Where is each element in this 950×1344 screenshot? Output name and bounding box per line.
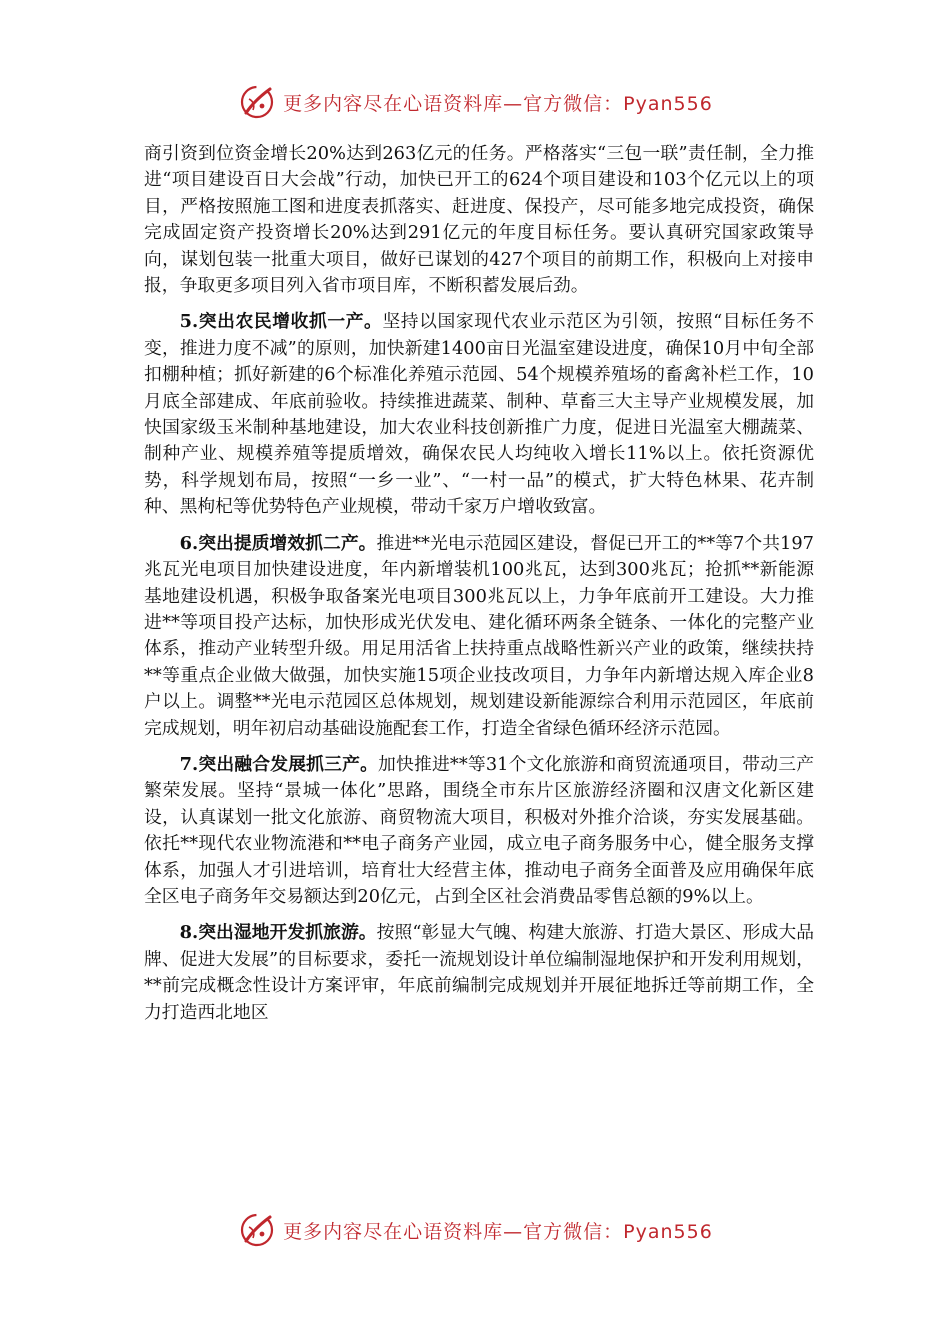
- heading-secondary-industry: 6.突出提质增效抓二产。: [179, 532, 377, 554]
- text-secondary-industry: 推进**光电示范园区建设，督促已开工的**等7个共197兆瓦光电项目加快建设进度，年内新增装机100兆瓦，达到300兆瓦；抢抓**新能源基地建设机遇，积极争取备案光电项目300兆瓦以上，力争年底前开工建设。大力推进**等项目投产达标，加快形成光伏发电、建化循环两条全链条、一体化的完整产业体系，推动产业转型升级。用足用活省上扶持重点战略性新兴产业的政策，继续扶持**等重点企业做大做强，加快实施15项企业技改项目，力争年内新增达规入库企业8户以上。调整**光电示范园区总体规划，规划建设新能源综合利用示范园区，年底前完成规划，明年初启动基础设施配套工作，打造全省绿色循环经济示范园。: [144, 532, 814, 739]
- heading-primary-industry: 5.突出农民增收抓一产。: [179, 311, 383, 333]
- header-banner: [0, 80, 950, 124]
- footer-banner-text: 更多内容尽在心语资料库—官方微信：Pyan556: [283, 1220, 713, 1243]
- paragraph-wetland-tourism: [144, 920, 814, 1026]
- footer-banner: [0, 1208, 950, 1252]
- text-tertiary-industry: 加快推进**等31个文化旅游和商贸流通项目，带动三产繁荣发展。坚持“景城一体化”思路，围绕全市东片区旅游经济圈和汉唐文化新区建设，认真谋划一批文化旅游、商贸物流大项目，积极对外推介洽谈，夯实发展基础。依托**现代农业物流港和**电子商务产业园，成立电子商务服务中心，健全服务支撑体系，加强人才引进培训，培育壮大经营主体，推动电子商务全面普及应用确保年底全区电子商务年交易额达到20亿元，占到全区社会消费品零售总额的9%以上。: [144, 753, 814, 907]
- text-wetland-tourism: 按照“彰显大气魄、构建大旅游、打造大景区、形成大品牌、促进大发展”的目标要求，委托一流规划设计单位编制湿地保护和开发利用规划，**前完成概念性设计方案评审，年底前编制完成规划并开展征地拆迁等前期工作，全力打造西北地区: [144, 922, 814, 1023]
- ink-brush-logo-icon: [237, 1210, 277, 1250]
- paragraph-primary-industry: [144, 309, 814, 520]
- text-primary-industry: 坚持以国家现代农业示范区为引领，按照“目标任务不变，推进力度不减”的原则，加快新建1400亩日光温室建设进度，确保10月中旬全部扣棚种植；抓好新建的6个标准化养殖示范园、54个规模养殖场的畜禽补栏工作，10月底全部建成、年底前验收。持续推进蔬菜、制种、草畜三大主导产业规模发展，加快国家级玉米制种基地建设，加大农业科技创新推广力度，促进日光温室大棚蔬菜、制种产业、规模养殖等提质增效，确保农民人均纯收入增长11%以上。依托资源优势，科学规划布局，按照“一乡一业”、“一村一品”的模式，扩大特色林果、花卉制种、黑枸杞等优势特色产业规模，带动千家万户增收致富。: [144, 311, 814, 518]
- paragraph-secondary-industry: [144, 531, 814, 742]
- header-banner-text: 更多内容尽在心语资料库—官方微信：Pyan556: [283, 92, 713, 115]
- heading-wetland-tourism: 8.突出湿地开发抓旅游。: [179, 922, 377, 944]
- paragraph-investment: 商引资到位资金增长20%达到263亿元的任务。严格落实“三包一联”责任制，全力推进“项目建设百日大会战”行动，加快已开工的624个项目建设和103个亿元以上的项目，严格按照施工图和进度表抓落实、赶进度、保投产，尽可能多地完成投资，确保完成固定资产投资增长20%达到291亿元的年度目标任务。要认真研究国家政策导向，谋划包装一批重大项目，做好已谋划的427个项目的前期工作，积极向上对接申报，争取更多项目列入省市项目库，不断积蓄发展后劲。: [144, 143, 814, 297]
- ink-brush-logo-icon: [237, 82, 277, 122]
- document-body: [144, 141, 814, 1036]
- paragraph-tertiary-industry: [144, 752, 814, 910]
- heading-tertiary-industry: 7.突出融合发展抓三产。: [179, 753, 379, 775]
